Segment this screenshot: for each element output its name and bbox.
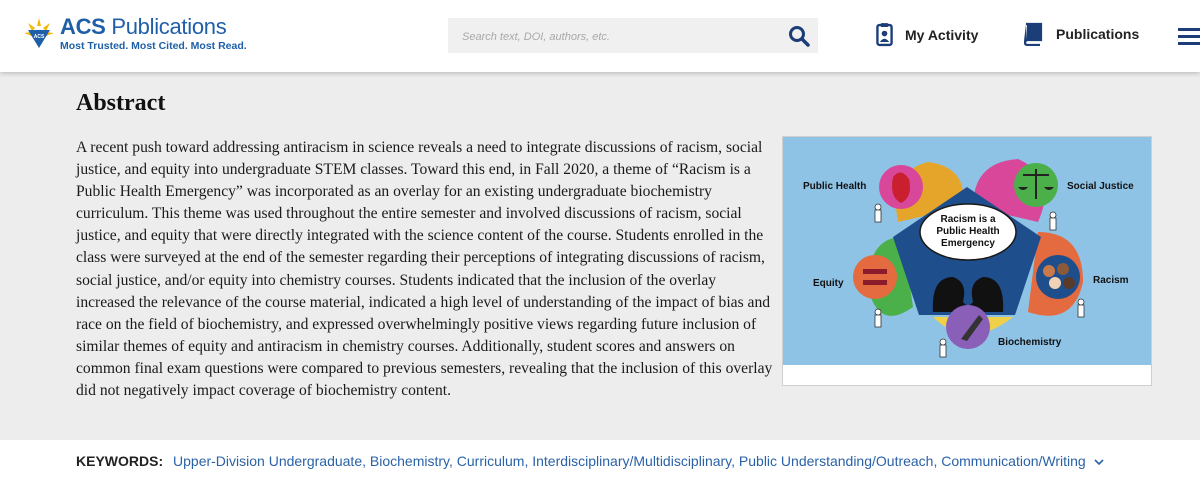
acs-logo-icon <box>22 16 56 50</box>
label-racism: Racism <box>1093 275 1129 286</box>
top-bar <box>0 0 1200 72</box>
toc-graphic-illustration <box>783 137 1151 385</box>
person-figure <box>875 204 881 210</box>
keywords-label: KEYWORDS: <box>76 453 164 469</box>
center-text-line1: Racism is a <box>940 214 996 225</box>
racism-icon-circle <box>1036 255 1080 299</box>
abstract-title: Abstract <box>76 90 166 116</box>
hamburger-menu-icon[interactable] <box>1178 26 1200 46</box>
label-biochemistry: Biochemistry <box>998 337 1062 348</box>
logo-tagline: Most Trusted. Most Cited. Most Read. <box>60 40 247 52</box>
center-text-line2: Public Health <box>936 226 1000 237</box>
label-equity: Equity <box>813 278 844 289</box>
search-icon[interactable] <box>788 25 810 47</box>
search-bar <box>448 18 818 53</box>
book-icon <box>1020 22 1044 46</box>
chevron-down-icon[interactable] <box>1094 458 1104 466</box>
publications-label: Publications <box>1056 26 1140 42</box>
keywords-bar <box>0 440 1200 478</box>
toc-graphic[interactable] <box>782 136 1152 386</box>
publications-button[interactable] <box>1020 22 1139 46</box>
label-social-justice: Social Justice <box>1067 181 1134 192</box>
acs-logo[interactable] <box>22 16 247 53</box>
logo-title-publications: Publications <box>111 14 227 39</box>
clipboard-user-icon <box>876 22 893 47</box>
equity-icon-circle <box>853 255 897 299</box>
center-text-line3: Emergency <box>941 238 995 249</box>
logo-title-acs: ACS <box>60 14 106 39</box>
search-input[interactable] <box>460 18 774 55</box>
equals-icon <box>863 269 887 274</box>
my-activity-button[interactable] <box>876 22 978 47</box>
svg-text:ACS: ACS <box>33 34 45 40</box>
my-activity-label: My Activity <box>905 26 979 43</box>
label-public-health: Public Health <box>803 181 867 192</box>
keywords-list[interactable]: Upper-Division Undergraduate, Biochemistry, Curriculum, Interdisciplinary/Multidisciplinary, Public Understanding/Outreach, Communication/Writing <box>173 453 1086 469</box>
biochemistry-icon-circle <box>946 305 990 349</box>
abstract-body: A recent push toward addressing antiracism in science reveals a need to integrate discussions of racism, social justice, and equity into undergraduate STEM classes. Toward this end, in Fall 2020, a theme of “Racism is a Public Health Emergency” was incorporated as an overlay for an existing undergraduate biochemistry curriculum. This theme was used throughout the entire semester and involved discussions of racism, social justice, and equity that were directly integrated with the science content of the course. Students enrolled in the class were surveyed at the end of the semester regarding their perceptions of integrating discussions of racism, social justice, and/or equity into chemistry courses. Students indicated that the inclusion of the overlay increased the relevance of the course material, indicated a high level of understanding of the impact of bias and race on the field of biochemistry, and expressed overwhelmingly positive views regarding future inclusion of similar themes of equity and antiracism in chemistry courses. Additionally, student scores and answers on common final exam questions were compared to previous semesters, revealing that the inclusion of this overlay did not negatively impact coverage of biochemistry content. <box>76 139 773 400</box>
